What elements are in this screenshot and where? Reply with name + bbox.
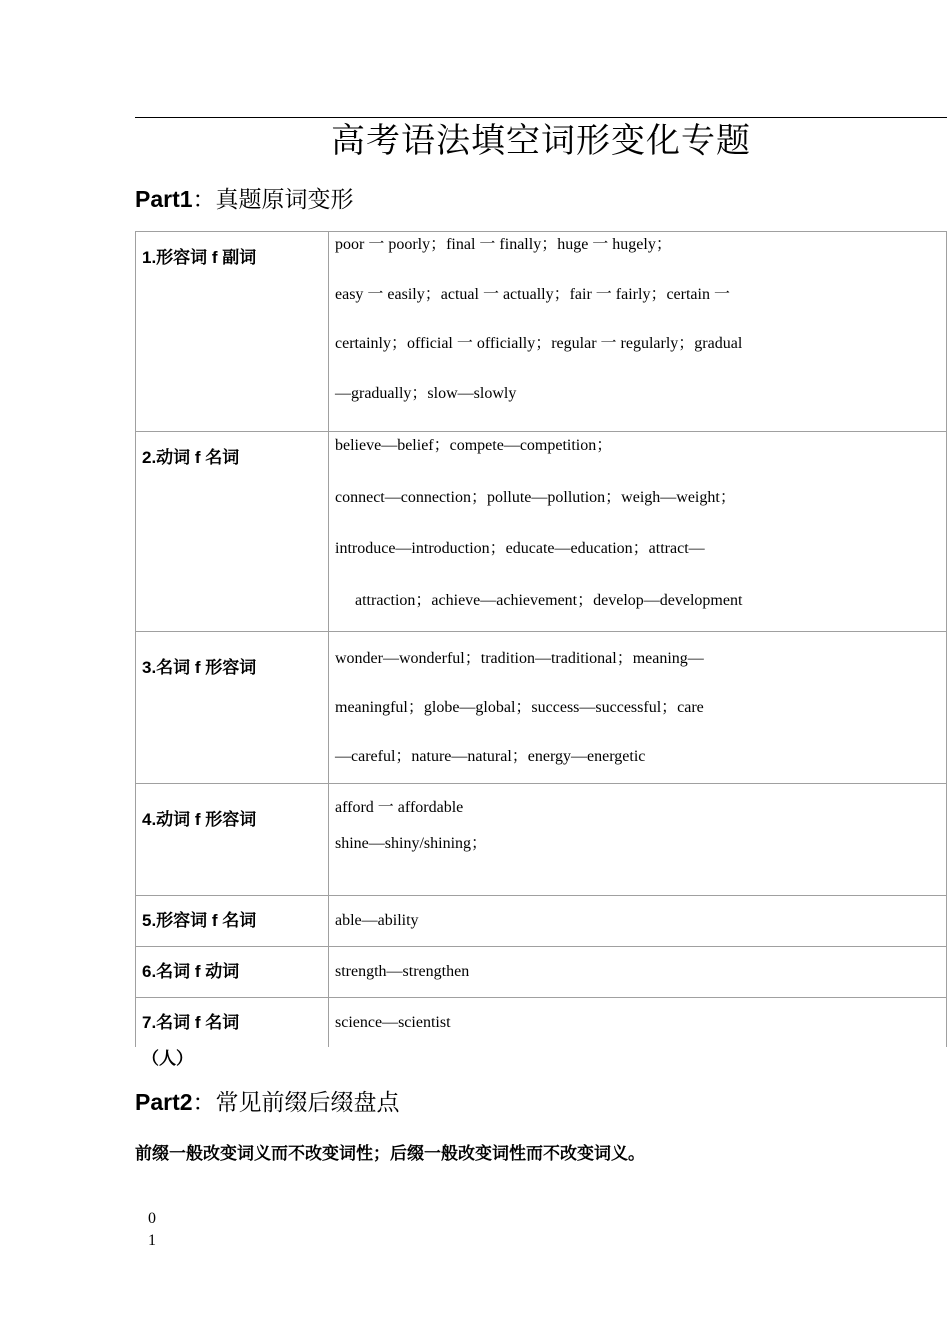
word-line: —gradually；slow—slowly — [335, 384, 517, 402]
part2-label: Part2 — [135, 1089, 193, 1115]
category-cell — [136, 784, 329, 896]
word-line: connect—connection；pollute—pollution；weigh—weight； — [335, 488, 736, 506]
category-label: 3.名词 f 形容词 — [142, 658, 257, 677]
table-row — [136, 998, 947, 1048]
part1-colon: ： — [192, 187, 216, 213]
word-line: introduce—introduction；educate—education；attract— — [335, 540, 705, 557]
category-cell — [136, 998, 329, 1048]
word-line: able—ability — [335, 912, 419, 929]
category-label: 6.名词 f 动词 — [142, 962, 240, 981]
word-line: strength—strengthen — [335, 963, 470, 980]
words-cell — [329, 432, 947, 632]
table-row — [136, 947, 947, 998]
table-row — [136, 432, 947, 632]
words-cell — [329, 632, 947, 784]
word-line: afford 一 affordable — [335, 799, 464, 816]
category-label: 1.形容词 f 副词 — [142, 248, 257, 267]
category-cell — [136, 896, 329, 947]
category-label: 2.动词 f 名词 — [142, 448, 240, 467]
word-line: science—scientist — [335, 1014, 451, 1031]
part1-text: 真题原词变形 — [215, 187, 354, 213]
word-line: meaningful；globe—global；success—successful；care — [335, 699, 704, 716]
table-row — [136, 232, 947, 432]
part2-colon: ： — [192, 1090, 216, 1116]
category-cell — [136, 632, 329, 784]
row7-overflow-text: （人） — [142, 1049, 193, 1068]
words-cell — [329, 232, 947, 432]
part2-text: 常见前缀后缀盘点 — [215, 1090, 400, 1116]
page-title: 高考语法填空词形变化专题 — [331, 121, 751, 161]
table-row — [136, 784, 947, 896]
words-cell — [329, 947, 947, 998]
word-line: certainly；official 一 officially；regular 一 regularly；gradual — [335, 335, 743, 352]
category-label: 5.形容词 f 名词 — [142, 911, 257, 930]
category-cell — [136, 947, 329, 998]
page-number — [148, 1208, 156, 1252]
word-line: —careful；nature—natural；energy—energetic — [335, 748, 646, 765]
table-row — [136, 896, 947, 947]
word-line: believe—belief；compete—competition； — [335, 437, 613, 454]
part1-heading — [135, 183, 354, 216]
word-line: wonder—wonderful；tradition—traditional；meaning— — [335, 650, 704, 667]
word-line: poor 一 poorly；final 一 finally；huge 一 hugely； — [335, 236, 672, 253]
table-row — [136, 632, 947, 784]
words-cell — [329, 896, 947, 947]
part1-label: Part1 — [135, 186, 193, 212]
page-number-digit: 0 — [148, 1210, 156, 1227]
category-cell — [136, 232, 329, 432]
category-label: 4.动词 f 形容词 — [142, 810, 257, 829]
part2-heading — [135, 1086, 400, 1119]
word-line: attraction；achieve—achievement；develop—development — [355, 591, 743, 609]
words-cell — [329, 998, 947, 1048]
page-number-digit: 1 — [148, 1232, 156, 1249]
affix-note: 前缀一般改变词义而不改变词性；后缀一般改变词性而不改变词义。 — [135, 1144, 645, 1163]
word-line: easy 一 easily；actual 一 actually；fair 一 fairly；certain 一 — [335, 285, 730, 303]
words-cell — [329, 784, 947, 896]
word-form-table — [135, 231, 947, 1047]
category-label: 7.名词 f 名词 — [142, 1013, 240, 1032]
word-line: shine—shiny/shining； — [335, 835, 488, 852]
category-cell — [136, 432, 329, 632]
